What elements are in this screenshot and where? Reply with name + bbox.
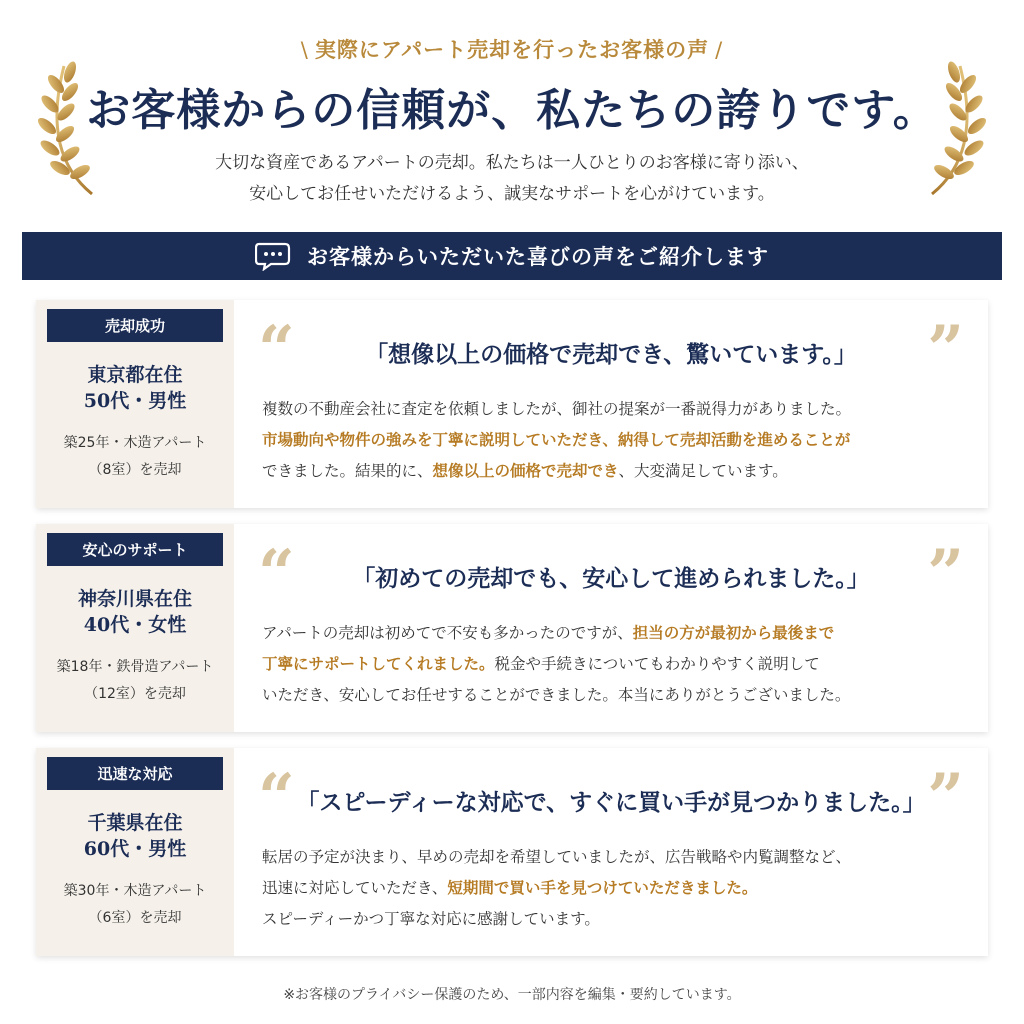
testimonial-body bbox=[262, 618, 958, 711]
open-quote-icon: “ bbox=[258, 536, 295, 611]
customer-profile-age: 40代・女性 bbox=[83, 614, 187, 636]
body-text: できました。結果的に、 bbox=[262, 462, 433, 480]
testimonial-body bbox=[262, 842, 958, 935]
body-text: いただき、安心してお任せすることができました。本当にありがとうございました。 bbox=[262, 686, 851, 704]
close-quote-icon: ” bbox=[927, 536, 964, 611]
body-highlight: 短期間で買い手を見つけていただきました。 bbox=[447, 879, 758, 897]
lead-text bbox=[0, 148, 1024, 210]
property-line-1: 築30年・木造アパート bbox=[63, 883, 207, 899]
body-text: 複数の不動産会社に査定を依頼しましたが、御社の提案が一番説得力がありました。 bbox=[262, 400, 852, 418]
body-text: 迅速に対応していただき、 bbox=[262, 879, 448, 897]
customer-profile bbox=[36, 524, 234, 732]
property-line-2: （12室）を売却 bbox=[84, 686, 186, 702]
customer-location: 千葉県在住 bbox=[87, 812, 183, 834]
testimonial-card bbox=[36, 748, 988, 956]
property-info bbox=[36, 878, 234, 932]
eyebrow-heading bbox=[0, 34, 1024, 64]
testimonial-title: 「初めての売却でも、安心して進められました。」 bbox=[352, 565, 870, 592]
testimonial-body bbox=[262, 394, 958, 487]
open-quote-icon: “ bbox=[258, 760, 295, 835]
chat-bubble-icon bbox=[255, 241, 293, 271]
property-line-1: 築25年・木造アパート bbox=[63, 435, 207, 451]
slash-left-icon: \ bbox=[300, 38, 309, 62]
body-highlight: 想像以上の価格で売却でき bbox=[432, 462, 619, 480]
body-text: 転居の予定が決まり、早めの売却を希望していましたが、広告戦略や内覧調整など、 bbox=[262, 848, 852, 866]
property-line-1: 築18年・鉄骨造アパート bbox=[56, 659, 214, 675]
category-badge: 安心のサポート bbox=[47, 533, 223, 566]
testimonial-content bbox=[234, 748, 988, 956]
customer-info bbox=[36, 586, 234, 638]
section-banner bbox=[22, 232, 1002, 280]
slash-right-icon: / bbox=[715, 38, 724, 62]
testimonial-title: 「想像以上の価格で売却でき、驚いています。」 bbox=[365, 341, 857, 368]
open-quote-icon: “ bbox=[258, 312, 295, 387]
customer-info bbox=[36, 362, 234, 414]
banner-label: お客様からいただいた喜びの声をご紹介します bbox=[307, 245, 769, 269]
property-line-2: （8室）を売却 bbox=[88, 462, 182, 478]
customer-info bbox=[36, 810, 234, 862]
property-line-2: （6室）を売却 bbox=[88, 910, 182, 926]
lead-line-1: 大切な資産であるアパートの売却。私たちは一人ひとりのお客様に寄り添い、 bbox=[215, 153, 809, 173]
eyebrow-text: 実際にアパート売却を行ったお客様の声 bbox=[314, 38, 710, 62]
category-badge: 売却成功 bbox=[47, 309, 223, 342]
property-info bbox=[36, 430, 234, 484]
body-text: アパートの売却は初めてで不安も多かったのですが、 bbox=[262, 624, 633, 642]
testimonial-card bbox=[36, 524, 988, 732]
body-text: スピーディーかつ丁寧な対応に感謝しています。 bbox=[262, 910, 600, 928]
close-quote-icon: ” bbox=[927, 312, 964, 387]
customer-profile-age: 60代・男性 bbox=[83, 838, 187, 860]
body-highlight: 担当の方が最初から最後まで bbox=[632, 624, 835, 642]
page-title: お客様からの信頼が、私たちの誇りです。 bbox=[86, 85, 938, 136]
body-text: 、大変満足しています。 bbox=[618, 462, 788, 480]
testimonial-content bbox=[234, 300, 988, 508]
testimonial-card bbox=[36, 300, 988, 508]
testimonial-content bbox=[234, 524, 988, 732]
category-badge: 迅速な対応 bbox=[47, 757, 223, 790]
privacy-footnote: ※お客様のプライバシー保護のため、一部内容を編集・要約しています。 bbox=[283, 987, 741, 1003]
body-highlight: 丁寧にサポートしてくれました。 bbox=[262, 655, 495, 673]
customer-location: 神奈川県在住 bbox=[77, 588, 192, 610]
customer-location: 東京都在住 bbox=[87, 364, 183, 386]
customer-profile-age: 50代・男性 bbox=[83, 390, 187, 412]
body-highlight: 市場動向や物件の強みを丁寧に説明していただき、納得して売却活動を進めることが bbox=[262, 431, 851, 449]
lead-line-2: 安心してお任せいただけるよう、誠実なサポートを心がけています。 bbox=[249, 184, 775, 204]
testimonial-title: 「スピーディーな対応で、すぐに買い手が見つかりました。」 bbox=[296, 789, 926, 816]
customer-profile bbox=[36, 300, 234, 508]
body-text: 税金や手続きについてもわかりやすく説明して bbox=[494, 655, 820, 673]
close-quote-icon: ” bbox=[927, 760, 964, 835]
property-info bbox=[36, 654, 234, 708]
customer-profile bbox=[36, 748, 234, 956]
